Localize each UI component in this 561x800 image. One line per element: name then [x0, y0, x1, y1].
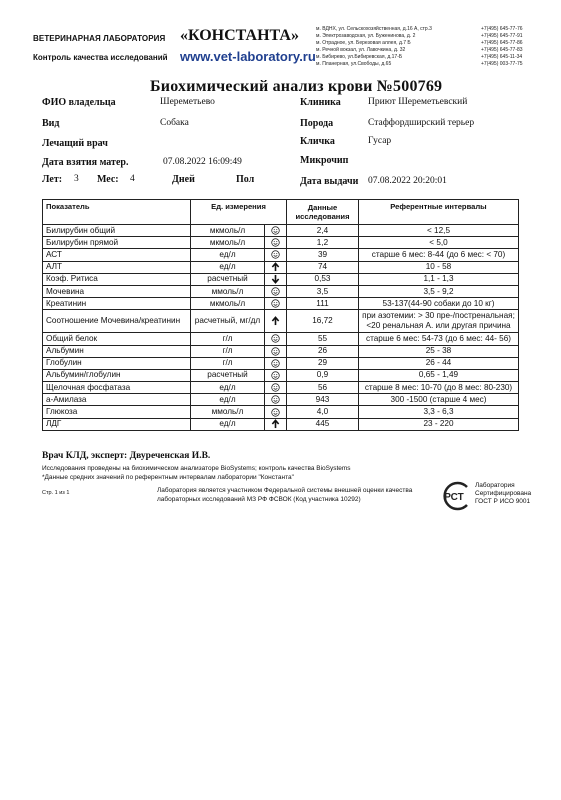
param-value: 943	[287, 394, 359, 406]
param-value: 74	[287, 261, 359, 273]
param-unit: ммоль/л	[191, 285, 265, 297]
param-reference: < 5,0	[359, 237, 519, 249]
lab-name: «КОНСТАНТА»	[180, 27, 299, 44]
param-unit: г/л	[191, 345, 265, 357]
param-value: 26	[287, 345, 359, 357]
table-row	[43, 382, 519, 394]
cert-line: Лаборатория	[475, 482, 515, 489]
smiley-icon	[265, 249, 287, 261]
address-line: м. Бибирево, ул.Бибиревская, д.17-Б	[316, 54, 403, 60]
breed-value: Стаффордширский терьер	[368, 118, 475, 128]
header-unit: Ед. измерения	[191, 200, 287, 225]
param-unit: мкмоль/л	[191, 225, 265, 237]
fsvok-note: лабораторных исследований МЗ РФ ФСВОК (Код участника 10292)	[157, 496, 361, 503]
param-name: АЛТ	[43, 261, 191, 273]
param-value: 2,4	[287, 225, 359, 237]
phone-number: +7(495) 645-77-76	[481, 26, 523, 32]
table-row	[43, 406, 519, 418]
table-row	[43, 418, 519, 430]
table-row	[43, 333, 519, 345]
param-name: Билирубин общий	[43, 225, 191, 237]
param-unit: расчетный	[191, 369, 265, 381]
param-name: Билирубин прямой	[43, 237, 191, 249]
signature: Врач КЛД, эксперт: Двуреченская И.В.	[42, 451, 211, 461]
param-name: Общий белок	[43, 333, 191, 345]
phone-number: +7(495) 645-11-34	[481, 54, 523, 60]
param-value: 0,9	[287, 369, 359, 381]
table-row	[43, 237, 519, 249]
nickname-label: Кличка	[300, 136, 335, 147]
param-reference: при азотемии: > 30 пре-/постренальная; <20 ренальная А. или другая причина	[359, 310, 519, 333]
param-unit: расчетный, мг/дл	[191, 310, 265, 333]
param-name: Глобулин	[43, 357, 191, 369]
species-value: Собака	[160, 118, 189, 128]
param-reference: 26 - 44	[359, 357, 519, 369]
arrow-up-icon	[265, 310, 287, 333]
months-value: 4	[130, 174, 135, 184]
smiley-icon	[265, 357, 287, 369]
smiley-icon	[265, 345, 287, 357]
doctor-label: Лечащий врач	[42, 138, 108, 149]
param-value: 0,53	[287, 273, 359, 285]
phone-number: +7(495) 645-77-86	[481, 40, 523, 46]
param-reference: 3,3 - 6,3	[359, 406, 519, 418]
table-row	[43, 394, 519, 406]
param-value: 16,72	[287, 310, 359, 333]
table-row	[43, 310, 519, 333]
address-line: м. Электрозаводская, ул. Буженинова, д. 2	[316, 33, 416, 39]
param-reference: старше 6 мес: 8-44 (до 6 мес: < 70)	[359, 249, 519, 261]
table-row	[43, 225, 519, 237]
smiley-icon	[265, 406, 287, 418]
param-reference: старше 8 мес: 10-70 (до 8 мес: 80-230)	[359, 382, 519, 394]
param-name: а-Амилаза	[43, 394, 191, 406]
param-name: Креатинин	[43, 298, 191, 310]
param-value: 1,2	[287, 237, 359, 249]
smiley-icon	[265, 382, 287, 394]
rst-certification-logo	[437, 481, 473, 511]
collected-value: 07.08.2022 16:09:49	[163, 157, 242, 167]
chip-label: Микрочип	[300, 155, 349, 166]
table-header-row	[43, 200, 519, 225]
param-unit: ед/л	[191, 261, 265, 273]
table-row	[43, 298, 519, 310]
param-value: 3,5	[287, 285, 359, 297]
issued-value: 07.08.2022 20:20:01	[368, 176, 447, 186]
cert-line: ГОСТ Р ИСО 9001	[475, 498, 531, 505]
lab-website-link[interactable]: www.vet-laboratory.ru	[180, 49, 316, 64]
address-line: м. ВДНХ, ул. Сельскохозяйственная, д.16 А, стр.3	[316, 26, 432, 32]
table-row	[43, 369, 519, 381]
results-table	[42, 199, 519, 431]
lab-prefix: ВЕТЕРИНАРНАЯ ЛАБОРАТОРИЯ	[33, 34, 166, 43]
document-title: Биохимический анализ крови №500769	[150, 78, 443, 95]
owner-label: ФИО владельца	[42, 97, 116, 108]
smiley-icon	[265, 225, 287, 237]
address-line: м. Планерная, ул.Свободы, д.65	[316, 61, 392, 67]
fsvok-note: Лаборатория является участником Федеральной системы внешней оценки качества	[157, 487, 413, 494]
cert-line: Сертифицирована	[475, 490, 532, 497]
table-row	[43, 345, 519, 357]
param-reference: 300 -1500 (старше 4 мес)	[359, 394, 519, 406]
param-name: Альбумин/глобулин	[43, 369, 191, 381]
param-unit: ммоль/л	[191, 406, 265, 418]
param-value: 4,0	[287, 406, 359, 418]
param-value: 39	[287, 249, 359, 261]
rst-logo-text: РСТ	[444, 492, 464, 503]
owner-value: Шереметьево	[160, 97, 215, 107]
smiley-icon	[265, 394, 287, 406]
param-name: АСТ	[43, 249, 191, 261]
days-label: Дней	[172, 174, 195, 185]
phone-number: +7(495) 645-77-83	[481, 47, 523, 53]
param-unit: расчетный	[191, 273, 265, 285]
param-name: Соотношение Мочевина/креатинин	[43, 310, 191, 333]
param-unit: ед/л	[191, 382, 265, 394]
param-reference: 1,1 - 1,3	[359, 273, 519, 285]
header-result: Данные исследования	[287, 200, 359, 225]
param-unit: г/л	[191, 357, 265, 369]
param-unit: ед/л	[191, 249, 265, 261]
months-label: Мес:	[97, 174, 119, 185]
nickname-value: Гусар	[368, 136, 392, 146]
table-row	[43, 261, 519, 273]
param-reference: 23 - 220	[359, 418, 519, 430]
analyzer-note: Исследования проведены на биохимическом анализаторе BioSystems; контроль качества BioSystems	[42, 465, 351, 472]
clinic-label: Клиника	[300, 97, 341, 108]
arrow-down-icon	[265, 273, 287, 285]
smiley-icon	[265, 298, 287, 310]
param-value: 56	[287, 382, 359, 394]
reference-note: *Данные средних значений по референтным интервалам лаборатории "Константа"	[42, 474, 294, 481]
param-unit: ед/л	[191, 418, 265, 430]
param-name: Мочевина	[43, 285, 191, 297]
address-line: м. Речной вокзал, ул. Лавочкина, д. 32	[316, 47, 406, 53]
param-name: Альбумин	[43, 345, 191, 357]
param-reference: 53-137(44-90 собаки до 10 кг)	[359, 298, 519, 310]
sex-label: Пол	[236, 174, 255, 185]
param-reference: 0,65 - 1,49	[359, 369, 519, 381]
header-ref: Референтные интервалы	[359, 200, 519, 225]
table-row	[43, 249, 519, 261]
arrow-up-icon	[265, 261, 287, 273]
smiley-icon	[265, 333, 287, 345]
collected-label: Дата взятия матер.	[42, 157, 129, 168]
param-reference: старше 6 мес: 54-73 (до 6 мес: 44- 56)	[359, 333, 519, 345]
param-value: 111	[287, 298, 359, 310]
param-reference: 25 - 38	[359, 345, 519, 357]
param-name: Коэф. Ритиса	[43, 273, 191, 285]
param-unit: г/л	[191, 333, 265, 345]
param-value: 55	[287, 333, 359, 345]
param-unit: мкмоль/л	[191, 298, 265, 310]
arrow-up-icon	[265, 418, 287, 430]
header-param: Показатель	[43, 200, 191, 225]
phone-number: +7(495) 003-77-75	[481, 61, 523, 67]
table-row	[43, 285, 519, 297]
issued-label: Дата выдачи	[300, 176, 359, 187]
param-reference: < 12,5	[359, 225, 519, 237]
smiley-icon	[265, 369, 287, 381]
address-line: м. Отрадное, ул. Березовая аллея, д.7 Б	[316, 40, 411, 46]
smiley-icon	[265, 285, 287, 297]
clinic-value: Приют Шереметьевский	[368, 97, 468, 107]
param-value: 445	[287, 418, 359, 430]
years-value: 3	[74, 174, 79, 184]
species-label: Вид	[42, 118, 60, 129]
param-value: 29	[287, 357, 359, 369]
breed-label: Порода	[300, 118, 334, 129]
param-unit: мкмоль/л	[191, 237, 265, 249]
lab-subtitle: Контроль качества исследований	[33, 53, 168, 62]
param-name: Глюкоза	[43, 406, 191, 418]
param-reference: 10 - 58	[359, 261, 519, 273]
param-reference: 3,5 - 9,2	[359, 285, 519, 297]
years-label: Лет:	[42, 174, 63, 185]
phone-number: +7(495) 645-77-91	[481, 33, 523, 39]
table-body	[43, 225, 519, 431]
param-unit: ед/л	[191, 394, 265, 406]
table-row	[43, 357, 519, 369]
param-name: Щелочная фосфатаза	[43, 382, 191, 394]
smiley-icon	[265, 237, 287, 249]
page-number: Стр. 1 из 1	[42, 490, 70, 496]
param-name: ЛДГ	[43, 418, 191, 430]
table-row	[43, 273, 519, 285]
